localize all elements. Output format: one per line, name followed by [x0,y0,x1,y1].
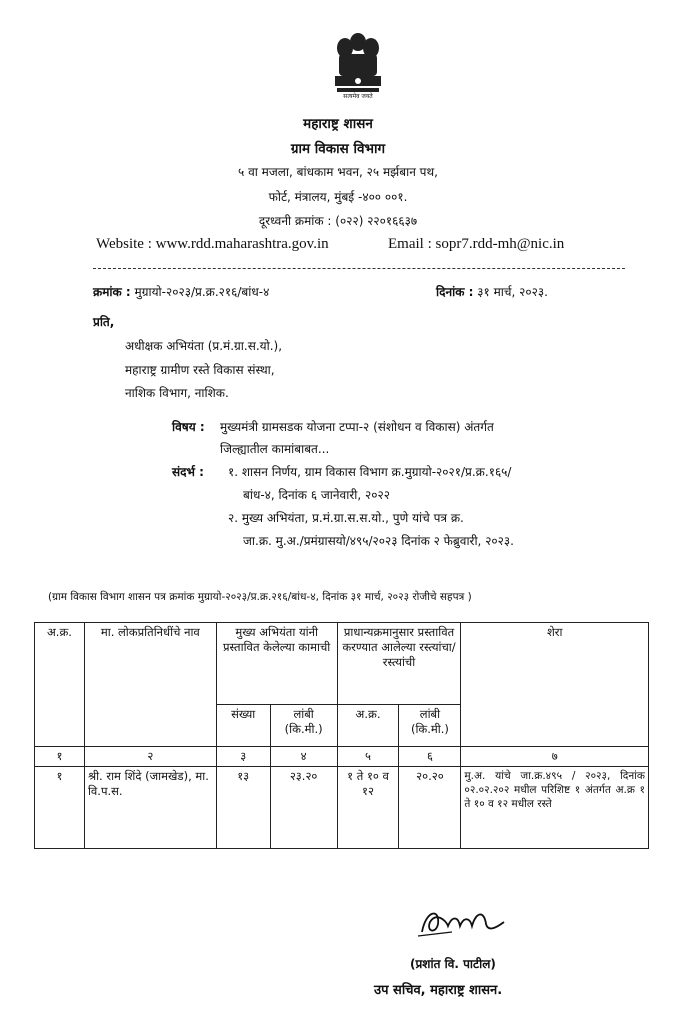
reference-line-4: जा.क्र. मु.अ./प्रमंग्रासयो/४९५/२०२३ दिनांक २ फेब्रुवारी, २०२३. [243,534,514,548]
salutation: प्रति, [93,315,115,329]
header-count: संख्या [216,705,270,747]
recipient-line-3: नाशिक विभाग, नाशिक. [125,386,229,400]
header-representative-name: मा. लोकप्रतिनिधींचे नाव [84,623,216,747]
date-value: ३१ मार्च, २०२३. [477,285,548,299]
reference-label: क्रमांक : [93,285,131,299]
handwritten-signature-icon [412,902,512,942]
cell-representative-name: श्री. राम शिंदे (जामखेड), मा. वि.प.स. [84,767,216,849]
government-name: महाराष्ट्र शासन [303,116,373,132]
header-divider [93,268,625,269]
column-number-row [35,747,649,767]
address-line-1: ५ वा मजला, बांधकाम भवन, २५ मर्झबान पथ, [238,165,438,179]
column-number: ७ [461,747,649,767]
cell-priority-length: २०.२० [399,767,461,849]
column-number: ६ [399,747,461,767]
header-serial: अ.क्र. [35,623,85,747]
cell-serial: १ [35,767,85,849]
recipient-line-2: महाराष्ट्र ग्रामीण रस्ते विकास संस्था, [125,363,275,377]
cell-length: २३.२० [270,767,337,849]
header-length: लांबी (कि.मी.) [270,705,337,747]
subject-line-1: मुख्यमंत्री ग्रामसडक योजना टप्पा-२ (संशोधन व विकास) अंतर्गत [220,420,494,434]
header-proposed-works: मुख्य अभियंता यांनी प्रस्तावित केलेल्या कामाची [216,623,337,705]
column-number: २ [84,747,216,767]
header-priority-length: लांबी (कि.मी.) [399,705,461,747]
column-number: ५ [337,747,399,767]
reference-line-3: २. मुख्य अभियंता, प्र.मं.ग्रा.स.स.यो., पुणे यांचे पत्र क्र. [228,511,464,525]
emblem-motto: सत्यमेव जयते [343,93,373,100]
cell-priority-serial: १ ते १० व १२ [337,767,399,849]
signatory-designation: उप सचिव, महाराष्ट्र शासन. [374,983,503,998]
reference-line-1: १. शासन निर्णय, ग्राम विकास विभाग क्र.मुग्रायो-२०२१/प्र.क्र.१६५/ [228,465,512,479]
reference-value: मुग्रायो-२०२३/प्र.क्र.२१६/बांध-४ [134,285,270,299]
date-label: दिनांक : [436,285,474,299]
subject-label: विषय : [172,420,205,434]
email-address: Email : sopr7.rdd-mh@nic.in [388,236,565,252]
department-name: ग्राम विकास विभाग [290,141,386,157]
header-remarks: शेरा [461,623,649,747]
works-table [34,622,649,849]
column-number: १ [35,747,85,767]
cell-remarks: मु.अ. यांचे जा.क्र.४९५ / २०२३, दिनांक ०२.०२.२०२ मधील परिशिष्ट १ अंतर्गत अ.क्र १ ते १० व १२ मधील रस्ते [461,767,649,849]
phone-number: दूरध्वनी क्रमांक : (०२२) २२०१६६३७ [258,214,418,228]
letter-date [436,283,548,300]
website-link: Website : www.rdd.maharashtra.gov.in [96,236,329,252]
reference-section-label: संदर्भ : [172,465,204,479]
cell-count: १३ [216,767,270,849]
recipient-line-1: अधीक्षक अभियंता (प्र.मं.ग्रा.स.यो.), [125,339,283,353]
annexure-caption: (ग्राम विकास विभाग शासन पत्र क्रमांक मुग्रायो-२०२३/प्र.क्र.२१६/बांध-४, दिनांक ३१ मार्च, २०२३ रोजीचे सहपत्र ) [48,591,472,603]
subject-line-2: जिल्ह्यातील कामांबाबत... [220,442,330,456]
header-priority-serial: अ.क्र. [337,705,399,747]
address-line-2: फोर्ट, मंत्रालय, मुंबई -४०० ००१. [268,190,408,204]
header-priority-roads: प्राधान्यक्रमानुसार प्रस्तावित करण्यात आलेल्या रस्त्यांचा/ रस्त्यांची [337,623,461,705]
reference-number [93,283,269,300]
column-number: ४ [270,747,337,767]
signatory-name: (प्रशांत वि. पाटील) [410,957,496,971]
table-row [35,767,649,849]
reference-line-2: बांध-४, दिनांक ६ जानेवारी, २०२२ [243,488,390,502]
column-number: ३ [216,747,270,767]
